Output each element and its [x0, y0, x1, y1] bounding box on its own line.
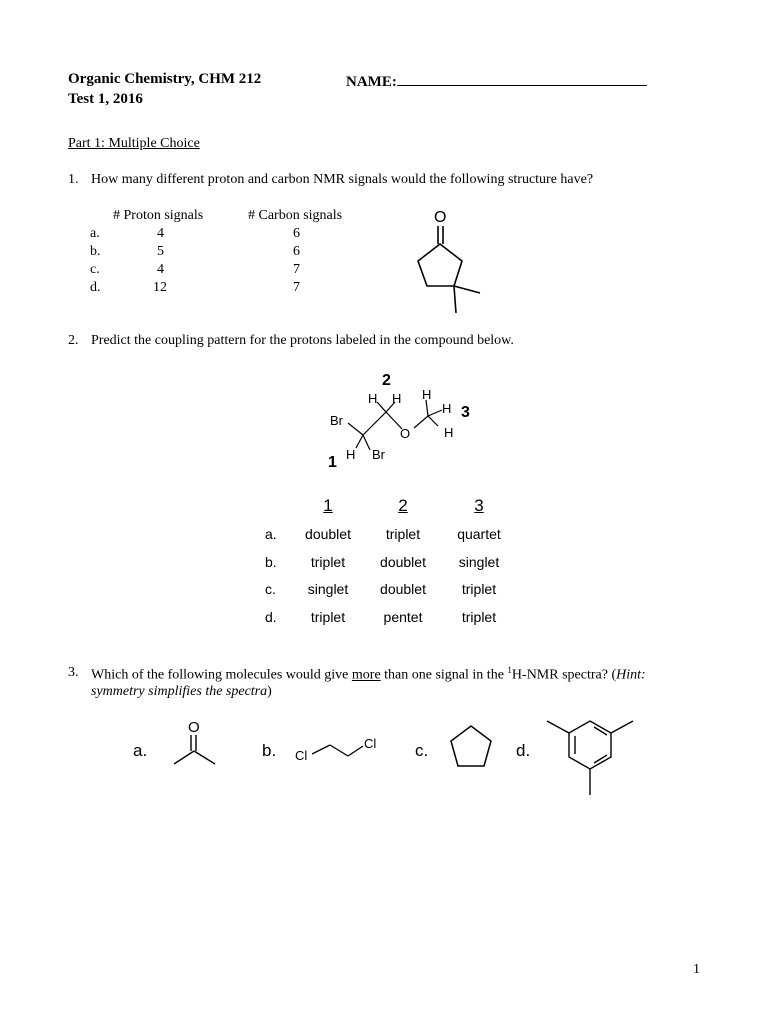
- q1-text: How many different proton and carbon NMR signals would the following structure have?: [91, 172, 594, 187]
- q3-superscript: 1: [507, 665, 512, 675]
- q2-header-3: 3: [474, 496, 484, 515]
- q2-header-1: 1: [323, 496, 333, 515]
- q2-structure: [320, 364, 490, 474]
- q2-h-atom: H: [346, 447, 356, 462]
- q3-text: H-NMR spectra? (: [511, 667, 617, 683]
- q2-h-atom: H: [422, 387, 432, 402]
- q3-text: ): [267, 684, 272, 699]
- q1-number: 1.: [68, 172, 79, 187]
- q3-c-ring: [451, 726, 491, 766]
- q1-option-proton: 4: [157, 262, 164, 277]
- q2-br-atom: Br: [330, 413, 343, 428]
- page-number: 1: [693, 962, 700, 977]
- q2-option-cell: doublet: [305, 526, 351, 542]
- q2-h-atom: H: [442, 401, 452, 416]
- q2-label-3: 3: [461, 404, 470, 421]
- q1-option-carbon: 6: [293, 226, 300, 241]
- q3-structure-cyclopentane: [445, 722, 497, 772]
- q3-structure-dichloroethane: [290, 728, 390, 768]
- q3-b-chlorine-label: Cl: [364, 736, 377, 751]
- name-label: NAME:: [346, 74, 397, 90]
- q2-structure-bonds: [348, 400, 442, 450]
- q3-option-letter: d.: [516, 741, 531, 760]
- q3-structure-acetone: [168, 716, 220, 772]
- q3-text: Which of the following molecules would give: [91, 667, 352, 683]
- q2-option-cell: triplet: [461, 581, 497, 597]
- q1-option-carbon: 6: [293, 244, 300, 259]
- q2-option-letter: a.: [265, 526, 277, 542]
- q3-text-line2: [91, 684, 272, 700]
- q1-structure-dimethylcyclopentanone: [400, 200, 510, 320]
- q2-option-cell: triplet: [310, 554, 346, 570]
- q1-option-proton: 12: [153, 280, 167, 295]
- q2-option-cell: singlet: [458, 554, 500, 570]
- q1-header-proton: # Proton signals: [113, 208, 204, 223]
- course-title: Organic Chemistry, CHM 212: [68, 71, 262, 87]
- q2-option-letter: d.: [265, 609, 277, 625]
- name-blank-line: [397, 71, 647, 86]
- part1-title: Part 1: Multiple Choice: [68, 136, 200, 151]
- q1-structure-bonds: [418, 226, 480, 313]
- q3-hint: Hint:: [616, 667, 646, 683]
- q2-number: 2.: [68, 333, 79, 348]
- q1-option-letter: a.: [90, 226, 100, 241]
- q1-option-carbon: 7: [293, 280, 300, 295]
- q2-h-atom: H: [444, 425, 454, 440]
- q3-structure-mesitylene: [540, 710, 640, 802]
- q2-option-cell: pentet: [383, 609, 423, 625]
- q1-option-carbon: 7: [293, 262, 300, 277]
- q2-option-cell: triplet: [461, 609, 497, 625]
- q3-hint-text: symmetry simplifies the spectra: [91, 684, 268, 699]
- q3-option-letter: b.: [262, 741, 277, 760]
- q2-option-cell: triplet: [385, 526, 421, 542]
- q1-structure-oxygen-label: O: [434, 209, 447, 226]
- test-title: Test 1, 2016: [68, 91, 143, 107]
- q2-option-letter: b.: [265, 554, 277, 570]
- q3-a-bonds: [174, 735, 215, 764]
- q1-option-letter: b.: [90, 244, 101, 259]
- q1-header-carbon: # Carbon signals: [248, 208, 343, 223]
- q3-option-letter: c.: [415, 741, 429, 760]
- q2-header-2: 2: [398, 496, 408, 515]
- q1-option-letter: d.: [90, 280, 101, 295]
- q1-option-proton: 5: [157, 244, 164, 259]
- q3-b-bonds: [312, 745, 363, 756]
- q3-number: 3.: [68, 665, 79, 680]
- q2-option-cell: singlet: [307, 581, 349, 597]
- q2-option-cell: doublet: [380, 554, 426, 570]
- q1-option-proton: 4: [157, 226, 164, 241]
- q2-label-1: 1: [328, 454, 337, 471]
- q2-text: Predict the coupling pattern for the protons labeled in the compound below.: [91, 333, 514, 348]
- q3-text: than one signal in the: [380, 667, 508, 683]
- q2-h-atom: H: [368, 391, 378, 406]
- q2-option-cell: doublet: [380, 581, 426, 597]
- q2-option-letter: c.: [265, 581, 276, 597]
- q2-br-atom: Br: [372, 447, 385, 462]
- q2-oxygen-atom: O: [400, 426, 411, 441]
- q3-a-oxygen-label: O: [188, 719, 200, 736]
- q1-option-letter: c.: [90, 262, 100, 277]
- q3-b-chlorine-label: Cl: [295, 748, 308, 763]
- q2-option-cell: quartet: [457, 526, 501, 542]
- q3-d-bonds: [547, 721, 633, 795]
- name-field: [346, 71, 647, 91]
- q3-text-line1: [91, 665, 646, 684]
- q2-label-2: 2: [382, 372, 391, 389]
- q3-text-emphasis: more: [351, 667, 381, 683]
- q2-h-atom: H: [392, 391, 402, 406]
- q2-option-cell: triplet: [310, 609, 346, 625]
- q3-option-letter: a.: [133, 741, 148, 760]
